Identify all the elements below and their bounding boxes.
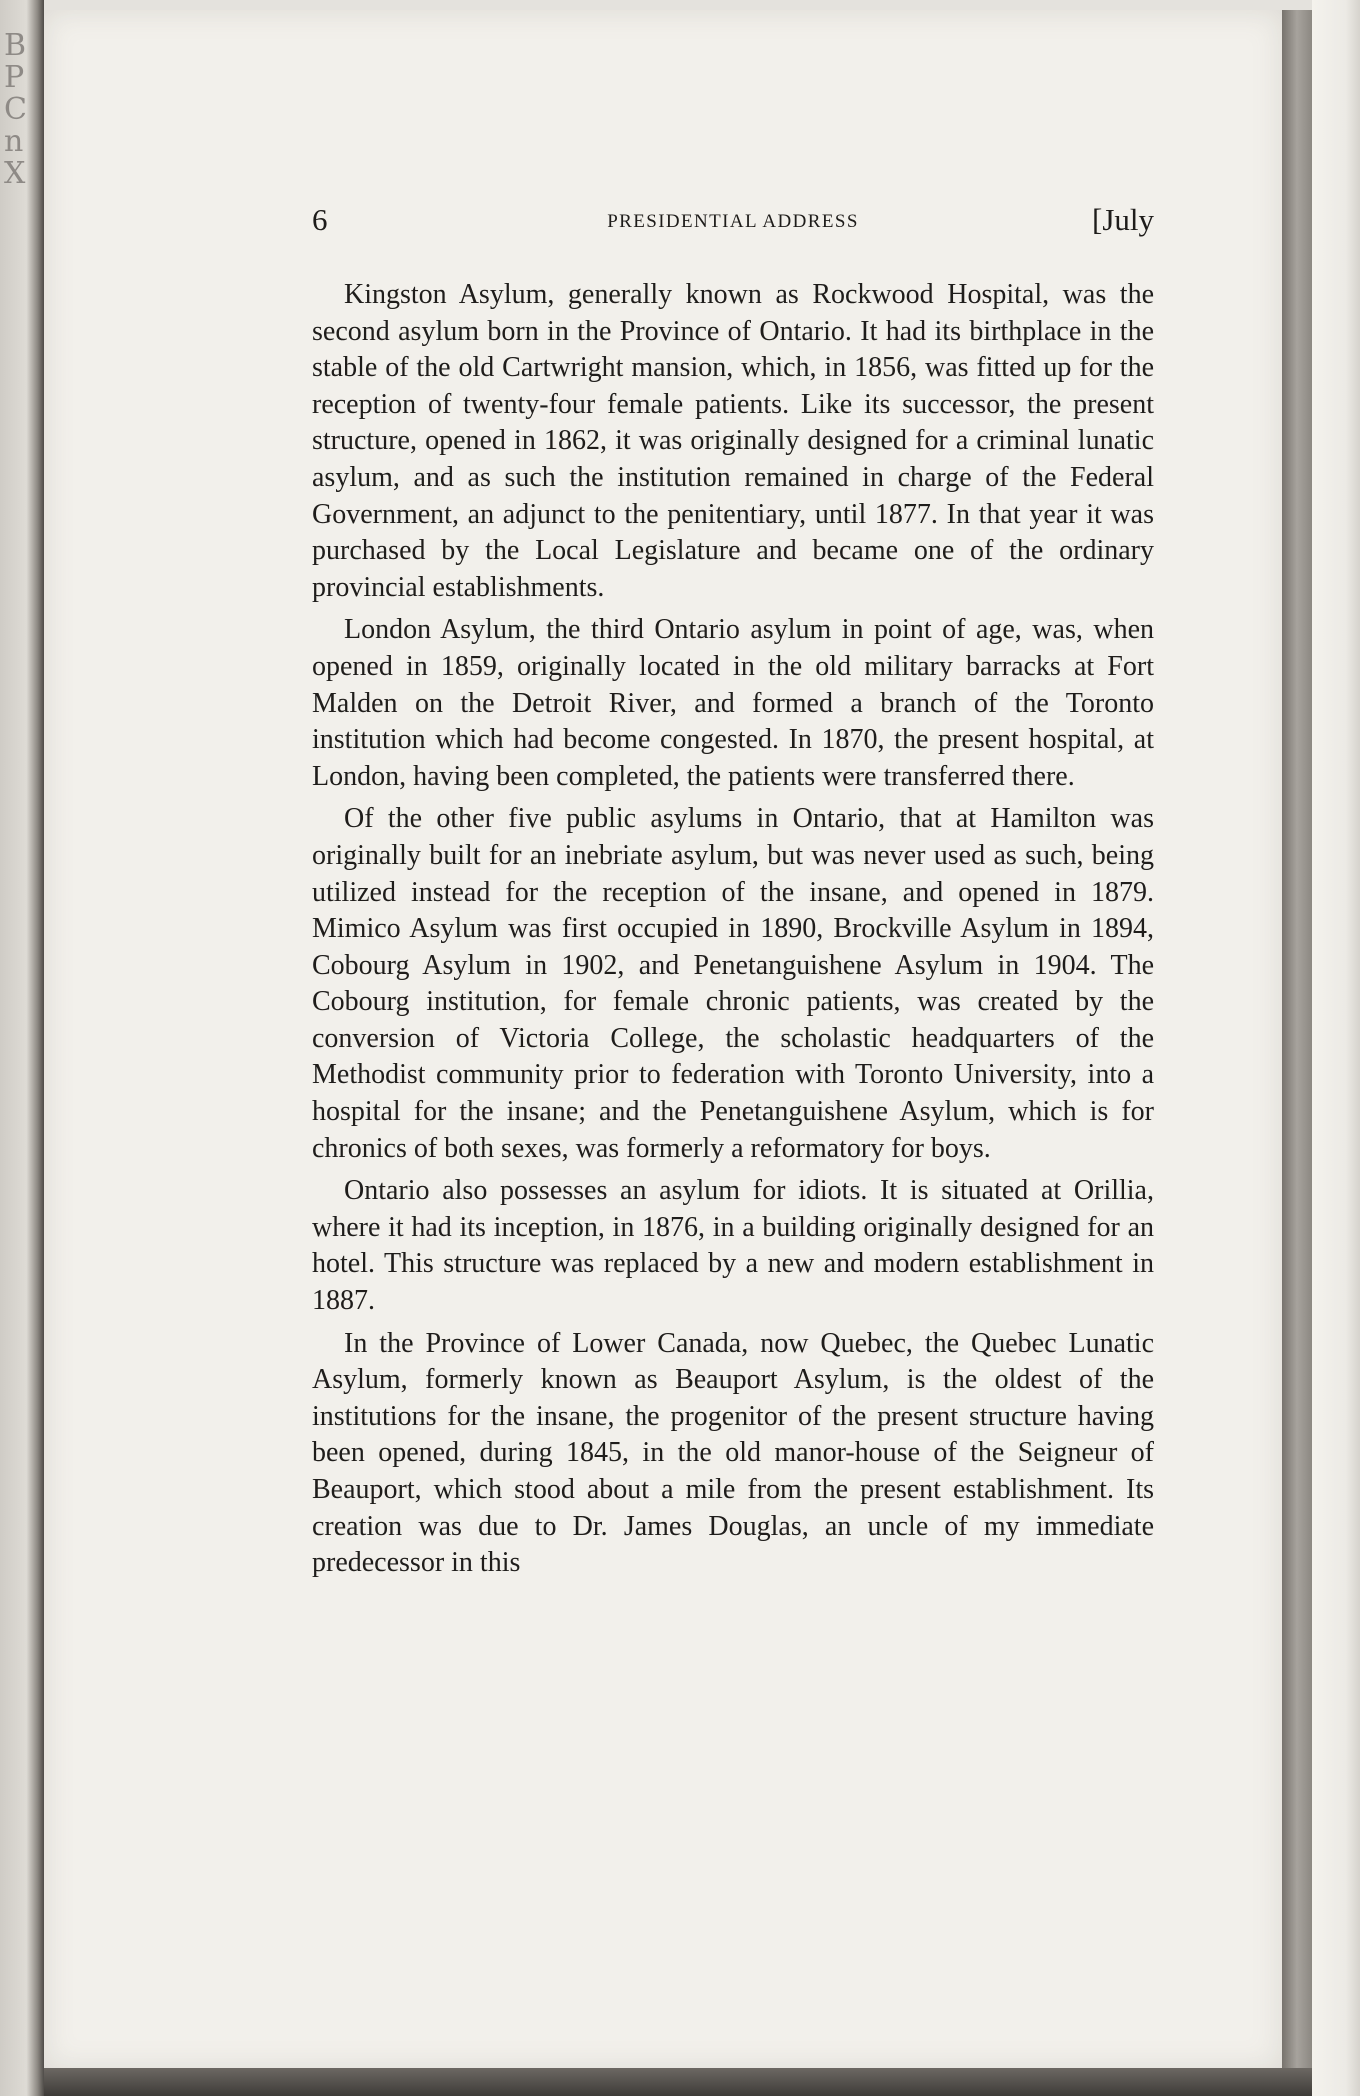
margin-note-char: X <box>4 156 26 191</box>
page-bottom-edge <box>44 2068 1312 2096</box>
paragraph-orillia-asylum: Ontario also possesses an asylum for idiots. It is situated at Orillia, where it had its inception, in 1876, in a building originally designed for an hotel. This structure was replaced by a new and modern establishment in 1887. <box>312 1175 1154 1317</box>
page-edge-shadow <box>1282 10 1312 2070</box>
paragraph-kingston-asylum: Kingston Asylum, generally known as Rockwood Hospital, was the second asylum born in the Province of Ontario. It had its birthplace in the stable of the old Cartwright mansion, which, in 1856, was fitted up for the reception of twenty-four female patients. Like its successor, the present structure, opened in 1862, it was originally designed for a criminal lunatic asylum, and as such the institution remained in charge of the Federal Government, an adjunct to the penitentiary, until 1877. In that year it was purchased by the Local Legislature and became one of the ordinary provincial establishments. <box>312 279 1154 603</box>
margin-handwriting <box>4 30 38 190</box>
running-title: PRESIDENTIAL ADDRESS <box>607 211 859 232</box>
margin-note-char: n <box>4 124 24 159</box>
paragraph-other-asylums: Of the other five public asylums in Ontario, that at Hamilton was originally built for an inebriate asylum, but was never used as such, being utilized instead for the reception of the insane, and opened in 1879. Mimico Asylum was first occupied in 1890, Brockville Asylum in 1894, Cobourg Asylum in 1902, and Penetanguishene Asylum in 1904. The Cobourg institution, for female chronic patients, was created by the conversion of Victoria College, the scholastic headquarters of the Methodist community prior to federation with Toronto University, into a hospital for the insane; and the Penetanguishene Asylum, which is for chronics of both sexes, was formerly a reformatory for boys. <box>312 803 1154 1164</box>
facing-page-edge <box>1312 0 1360 2096</box>
body-text <box>312 277 1154 1588</box>
header-month: [July <box>1092 202 1154 237</box>
margin-note-char: P <box>4 60 25 95</box>
margin-note-char: C <box>4 92 27 127</box>
paragraph-quebec-asylum: In the Province of Lower Canada, now Quebec, the Quebec Lunatic Asylum, formerly known as Beauport Asylum, is the oldest of the institutions for the insane, the progenitor of the present structure having been opened, during 1845, in the old manor-house of the Seigneur of Beauport, which stood about a mile from the present establishment. Its creation was due to Dr. James Douglas, an uncle of my immediate predecessor in this <box>312 1327 1154 1579</box>
book-binding <box>0 0 44 2096</box>
page-number: 6 <box>312 202 328 237</box>
running-header <box>312 202 1154 242</box>
margin-note-char: B <box>4 28 27 63</box>
paragraph-london-asylum: London Asylum, the third Ontario asylum in point of age, was, when opened in 1859, originally located in the old military barracks at Fort Malden on the Detroit River, and formed a branch of the Toronto institution which had become congested. In 1870, the present hospital, at London, having been completed, the patients were transferred there. <box>312 614 1154 792</box>
